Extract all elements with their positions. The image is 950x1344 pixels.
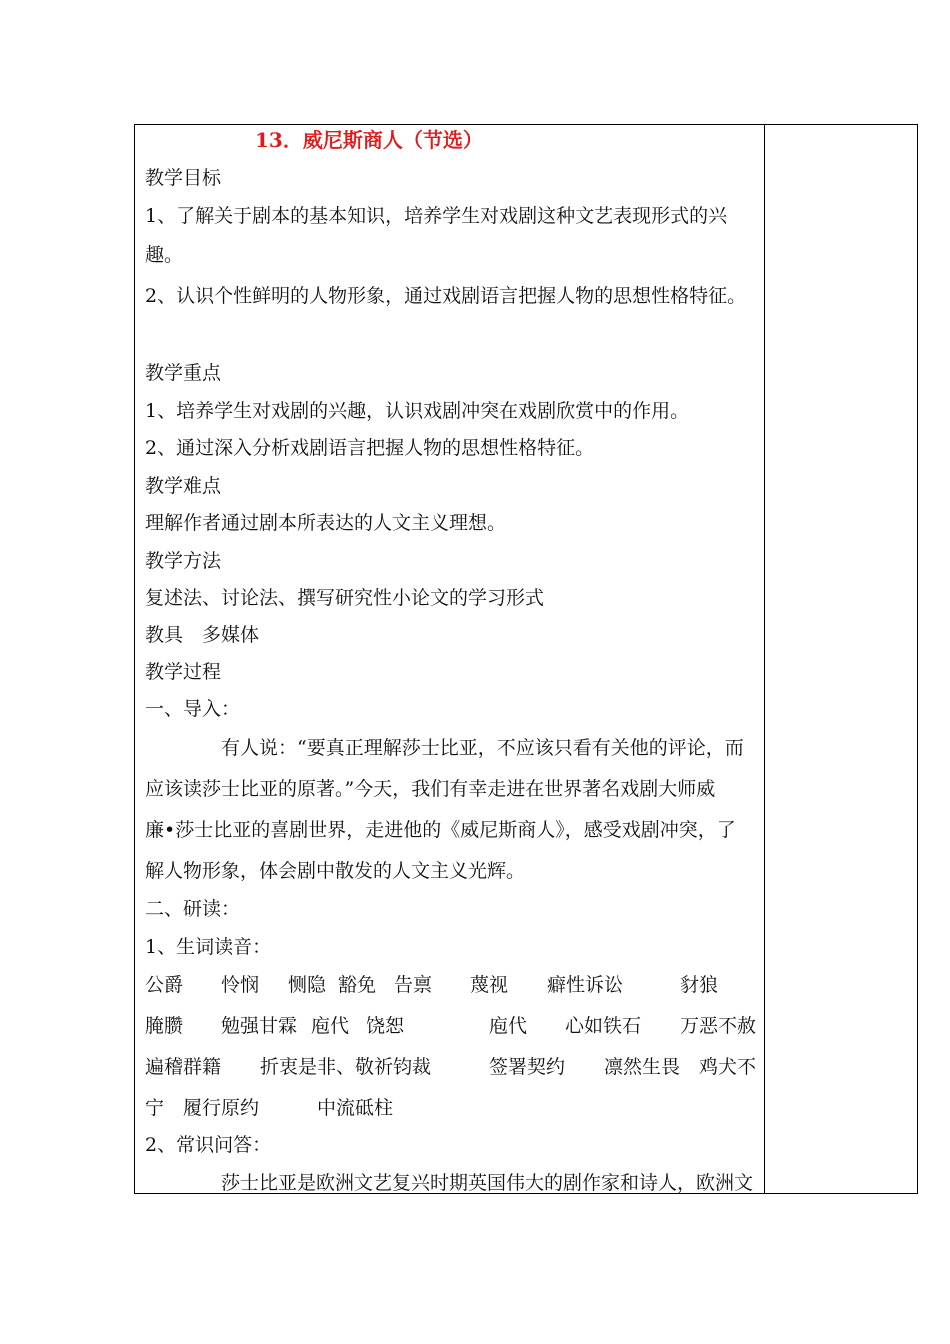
goal-1-line-a: 1、了解关于剧本的基本知识，培养学生对戏剧这种文艺表现形式的兴 (145, 205, 728, 227)
vocab-word: 折衷是非、敬祈钧裁 (260, 1056, 432, 1078)
vocab-word: 豁免 (338, 974, 377, 996)
vocab-word: 遍稽群籍 (145, 1056, 222, 1078)
vocab-word: 庖代 (311, 1015, 350, 1037)
qa-heading: 2、常识问答： (145, 1134, 272, 1156)
vocab-word: 鸡犬不 (699, 1056, 757, 1078)
vocab-word: 万恶不赦 (680, 1015, 757, 1037)
table-column-divider (764, 124, 765, 1194)
difficulty-1: 理解作者通过剧本所表达的人文主义理想。 (145, 512, 507, 534)
goal-2: 2、认识个性鲜明的人物形象，通过戏剧语言把握人物的思想性格特征。 (145, 285, 747, 307)
vocab-word: 怜悯 (221, 974, 260, 996)
teaching-tools: 教具 多媒体 (145, 624, 260, 646)
heading-teaching-process: 教学过程 (145, 661, 222, 683)
vocab-word: 勉强甘霖 (221, 1015, 298, 1037)
teaching-methods: 复述法、讨论法、撰写研究性小论文的学习形式 (145, 587, 545, 609)
vocab-word: 癖性诉讼 (547, 974, 624, 996)
section-study-heading: 二、研读： (145, 898, 241, 920)
heading-teaching-key-points: 教学重点 (145, 362, 222, 384)
heading-teaching-methods: 教学方法 (145, 550, 222, 572)
vocab-word: 宁 (145, 1097, 165, 1119)
vocab-word: 饶恕 (366, 1015, 405, 1037)
vocab-row-2 (145, 1014, 760, 1038)
vocab-word: 告禀 (394, 974, 433, 996)
vocab-row-4 (145, 1096, 760, 1120)
goal-1-line-b: 趣。 (145, 244, 184, 266)
intro-paragraph-line-2: 应该读莎士比亚的原著。”今天，我们有幸走进在世界著名戏剧大师威 (145, 778, 716, 800)
section-intro-heading: 一、导入： (145, 698, 241, 720)
heading-teaching-difficulties: 教学难点 (145, 475, 222, 497)
vocab-word: 公爵 (145, 974, 184, 996)
vocab-word: 恻隐 (288, 974, 327, 996)
vocab-word: 豺狼 (680, 974, 719, 996)
vocab-word: 凛然生畏 (604, 1056, 681, 1078)
key-point-2: 2、通过深入分析戏剧语言把握人物的思想性格特征。 (145, 437, 595, 459)
vocab-row-3 (145, 1055, 760, 1079)
heading-teaching-goals: 教学目标 (145, 167, 222, 189)
qa-paragraph-line-1: 莎士比亚是欧洲文艺复兴时期英国伟大的剧作家和诗人，欧洲文 (221, 1172, 754, 1194)
intro-paragraph-line-3: 廉•莎士比亚的喜剧世界，走进他的《威尼斯商人》，感受戏剧冲突，了 (145, 819, 736, 841)
vocab-word: 庖代 (489, 1015, 528, 1037)
vocab-word: 腌臜 (145, 1015, 184, 1037)
vocab-word: 履行原约 (183, 1097, 260, 1119)
vocab-word: 蔑视 (470, 974, 509, 996)
intro-paragraph-line-4: 解人物形象，体会剧中散发的人文主义光辉。 (145, 860, 526, 882)
vocab-word: 签署契约 (489, 1056, 566, 1078)
vocab-row-1 (145, 973, 760, 997)
vocab-heading: 1、生词读音： (145, 936, 272, 958)
key-point-1: 1、培养学生对戏剧的兴趣，认识戏剧冲突在戏剧欣赏中的作用。 (145, 400, 690, 422)
vocab-word: 中流砥柱 (317, 1097, 394, 1119)
intro-paragraph-line-1: 有人说：“要真正理解莎士比亚，不应该只看有关他的评论，而 (221, 737, 744, 759)
vocab-word: 心如铁石 (565, 1015, 642, 1037)
lesson-title: 13．威尼斯商人（节选） (255, 128, 483, 152)
